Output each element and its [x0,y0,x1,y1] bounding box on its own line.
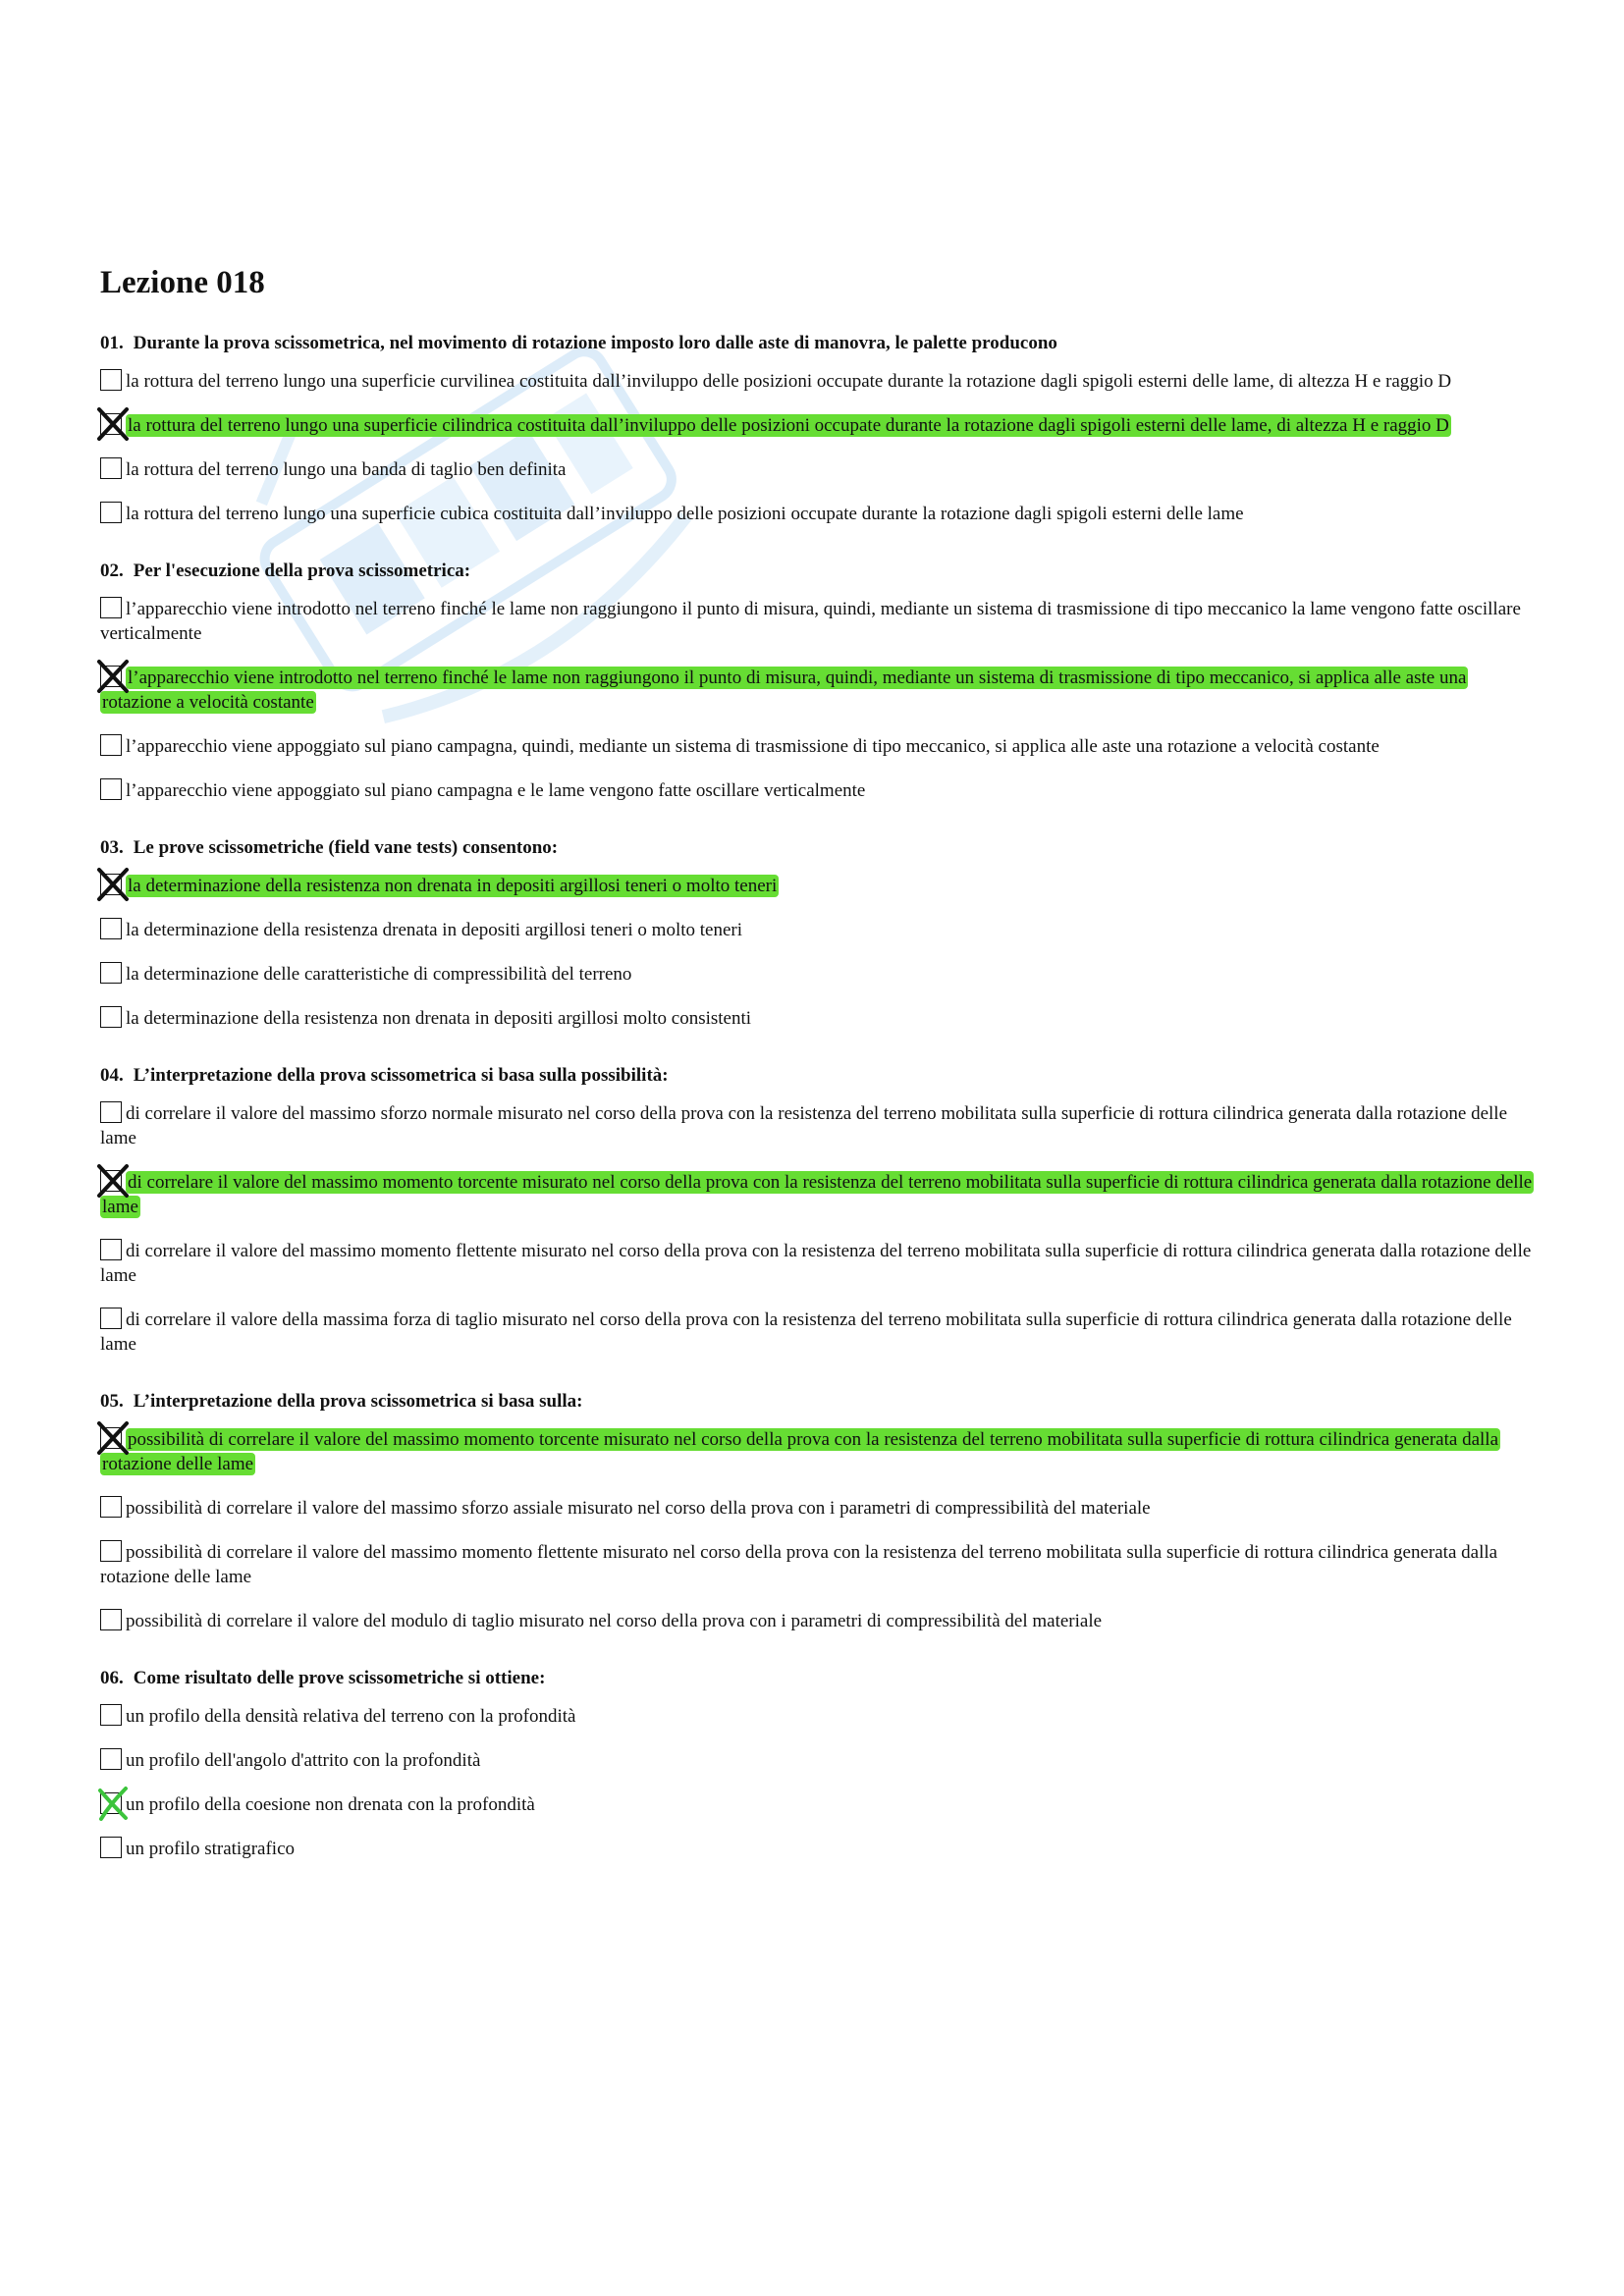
option-text-highlighted: la determinazione della resistenza non drenata in depositi argillosi teneri o molto teneri [128,876,778,896]
option-text: un profilo della coesione non drenata con la profondità [126,1794,535,1815]
question-number: 03. [100,837,124,858]
option-text: possibilità di correlare il valore del massimo sforzo assiale misurato nel corso della prova con i parametri di compressibilità del materiale [126,1498,1151,1519]
answer-option[interactable] [100,369,1534,394]
question-text: L’interpretazione della prova scissometrica si basa sulla possibilità: [133,1065,669,1086]
option-text: l’apparecchio viene appoggiato sul piano campagna, quindi, mediante un sistema di trasmissione di tipo meccanico, si applica alle aste una rotazione a velocità costante [126,736,1380,757]
checkbox[interactable] [100,369,122,391]
option-text-highlighted: possibilità di correlare il valore del massimo momento torcente misurato nel corso della prova con la resistenza del terreno mobilitata sulla superficie di rottura cilindrica generata dalla rotazione delle lame [102,1429,1498,1474]
answer-option[interactable] [100,918,1534,942]
option-text-highlighted: l’apparecchio viene introdotto nel terreno finché le lame non raggiungono il punto di misura, quindi, mediante un sistema di trasmissione di tipo meccanico, si applica alle aste una rotazione a velocità costante [102,667,1467,713]
question-stem [100,1064,1534,1088]
question-05 [100,1390,1534,1633]
answer-option[interactable] [100,1704,1534,1729]
answer-option[interactable] [100,1308,1534,1357]
checkbox[interactable] [100,1609,122,1630]
answer-option-selected[interactable] [100,1792,1534,1817]
answer-option[interactable] [100,1006,1534,1031]
question-stem [100,836,1534,860]
checkbox[interactable] [100,1239,122,1260]
question-text: Come risultato delle prove scissometriche si ottiene: [133,1668,546,1688]
answer-option[interactable] [100,1239,1534,1288]
answer-option[interactable] [100,778,1534,803]
checkbox[interactable] [100,1748,122,1770]
checkbox-checked[interactable] [100,1792,122,1814]
answer-option[interactable] [100,962,1534,987]
question-02 [100,560,1534,803]
checkbox[interactable] [100,1496,122,1518]
question-text: Per l'esecuzione della prova scissometrica: [133,561,471,581]
checkbox[interactable] [100,1540,122,1562]
checkbox[interactable] [100,597,122,618]
checkbox-checked[interactable] [100,874,122,895]
option-text: di correlare il valore del massimo momento flettente misurato nel corso della prova con la resistenza del terreno mobilitata sulla superficie di rottura cilindrica generata dalla rotazione delle lame [100,1241,1532,1286]
option-text: possibilità di correlare il valore del massimo momento flettente misurato nel corso della prova con la resistenza del terreno mobilitata sulla superficie di rottura cilindrica generata dalla rotazione delle lame [100,1542,1498,1587]
option-text: la determinazione della resistenza non drenata in depositi argillosi molto consistenti [126,1008,752,1029]
answer-option-selected[interactable] [100,1427,1534,1476]
option-text-highlighted: di correlare il valore del massimo momento torcente misurato nel corso della prova con la resistenza del terreno mobilitata sulla superficie di rottura cilindrica generata dalla rotazione delle lame [102,1172,1533,1217]
option-text: l’apparecchio viene appoggiato sul piano campagna e le lame vengono fatte oscillare verticalmente [126,780,866,801]
option-text: di correlare il valore del massimo sforzo normale misurato nel corso della prova con la resistenza del terreno mobilitata sulla superficie di rottura cilindrica generata dalla rotazione delle lame [100,1103,1508,1148]
question-text: Le prove scissometriche (field vane tests) consentono: [133,837,559,858]
question-number: 04. [100,1065,124,1086]
option-text: possibilità di correlare il valore del modulo di taglio misurato nel corso della prova con i parametri di compressibilità del materiale [126,1611,1103,1631]
question-stem [100,332,1534,355]
checkbox-checked[interactable] [100,413,122,435]
option-text: di correlare il valore della massima forza di taglio misurato nel corso della prova con la resistenza del terreno mobilitata sulla superficie di rottura cilindrica generata dalla rotazione delle lame [100,1309,1512,1355]
question-04 [100,1064,1534,1357]
checkbox-checked[interactable] [100,1427,122,1449]
question-number: 02. [100,561,124,581]
question-number: 06. [100,1668,124,1688]
checkbox[interactable] [100,1308,122,1329]
question-01 [100,332,1534,526]
lesson-title: Lezione 018 [100,265,265,300]
question-stem [100,1667,1534,1690]
option-text: la determinazione della resistenza drenata in depositi argillosi teneri o molto teneri [126,920,743,940]
answer-option[interactable] [100,1748,1534,1773]
checkbox-checked[interactable] [100,666,122,687]
answer-option-selected[interactable] [100,413,1534,438]
answer-option[interactable] [100,734,1534,759]
question-number: 01. [100,333,124,353]
option-text: la rottura del terreno lungo una banda di taglio ben definita [126,459,567,480]
checkbox[interactable] [100,778,122,800]
checkbox[interactable] [100,502,122,523]
checkbox[interactable] [100,1006,122,1028]
answer-option-selected[interactable] [100,666,1534,715]
answer-option-selected[interactable] [100,874,1534,898]
answer-option[interactable] [100,1540,1534,1589]
answer-option[interactable] [100,502,1534,526]
answer-option[interactable] [100,1609,1534,1633]
option-text: la determinazione delle caratteristiche di compressibilità del terreno [126,964,632,985]
checkbox[interactable] [100,1101,122,1123]
question-text: L’interpretazione della prova scissometrica si basa sulla: [133,1391,583,1412]
checkbox[interactable] [100,918,122,939]
option-text: la rottura del terreno lungo una superficie curvilinea costituita dall’inviluppo delle posizioni occupate durante la rotazione dagli spigoli esterni delle lame, di altezza H e raggio D [126,371,1452,392]
answer-option-selected[interactable] [100,1170,1534,1219]
question-06 [100,1667,1534,1861]
option-text: un profilo stratigrafico [126,1839,296,1859]
option-text: un profilo della densità relativa del terreno con la profondità [126,1706,576,1727]
option-text: un profilo dell'angolo d'attrito con la profondità [126,1750,481,1771]
answer-option[interactable] [100,1101,1534,1150]
option-text: l’apparecchio viene introdotto nel terreno finché le lame non raggiungono il punto di misura, quindi, mediante un sistema di trasmissione di tipo meccanico la lame vengono fatte oscillare verticalmente [100,599,1521,644]
document-content [100,263,1534,1895]
question-number: 05. [100,1391,124,1412]
checkbox[interactable] [100,457,122,479]
checkbox-checked[interactable] [100,1170,122,1192]
question-text: Durante la prova scissometrica, nel movimento di rotazione imposto loro dalle aste di manovra, le palette producono [133,333,1057,353]
question-stem [100,560,1534,583]
question-stem [100,1390,1534,1414]
option-text: la rottura del terreno lungo una superficie cubica costituita dall’inviluppo delle posizioni occupate durante la rotazione dagli spigoli esterni delle lame [126,504,1244,524]
answer-option[interactable] [100,457,1534,482]
checkbox[interactable] [100,1704,122,1726]
checkbox[interactable] [100,734,122,756]
answer-option[interactable] [100,1837,1534,1861]
checkbox[interactable] [100,1837,122,1858]
answer-option[interactable] [100,597,1534,646]
option-text-highlighted: la rottura del terreno lungo una superficie cilindrica costituita dall’inviluppo delle posizioni occupate durante la rotazione dagli spigoli esterni delle lame, di altezza H e raggio D [128,415,1449,436]
question-03 [100,836,1534,1031]
answer-option[interactable] [100,1496,1534,1521]
checkbox[interactable] [100,962,122,984]
